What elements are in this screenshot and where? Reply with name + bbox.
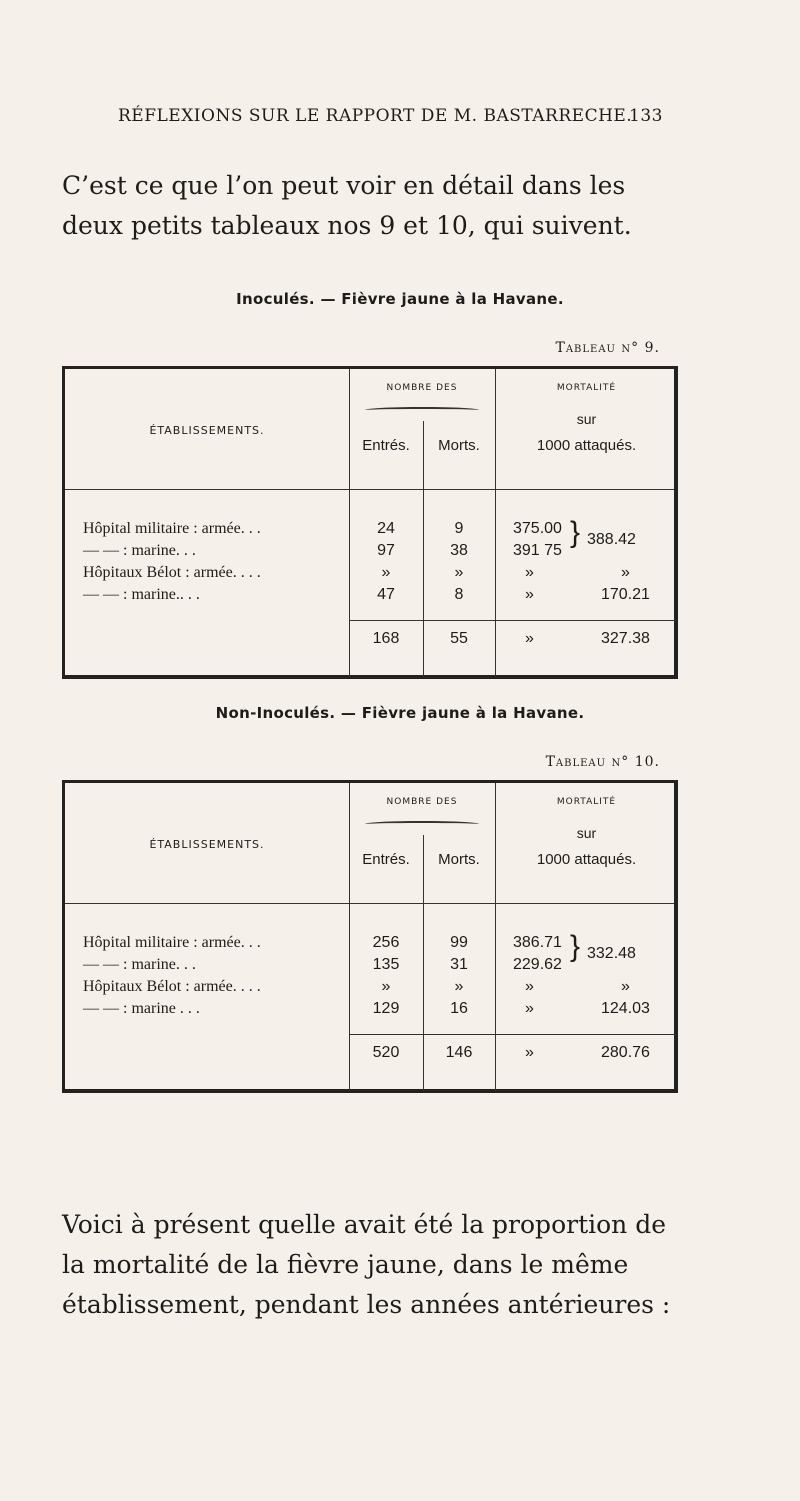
table-9-caption-b: Fièvre jaune à la Havane. bbox=[341, 290, 564, 308]
brace-glyph: } bbox=[570, 516, 581, 549]
running-head-title: RÉFLEXIONS SUR LE RAPPORT DE M. BASTARRECHE. bbox=[118, 106, 633, 126]
cell-mortalite-combined: 388.42 bbox=[587, 531, 636, 548]
total-mortalite: » bbox=[525, 630, 534, 647]
col-mortalite-sub: sur bbox=[576, 411, 597, 427]
col-mortalite-header: MORTALITÉ bbox=[556, 797, 617, 807]
intro-paragraph: C’est ce que l’on peut voir en détail dans les deux petits tableaux nos 9 et 10, qui suivent. bbox=[62, 171, 632, 240]
cell-entres: 135 bbox=[372, 956, 400, 973]
table-10-caption-b: Fièvre jaune à la Havane. bbox=[361, 704, 585, 722]
cell-entres: 129 bbox=[372, 1000, 400, 1017]
table-10-caption-a: Non-Inoculés. bbox=[215, 704, 336, 722]
cell-morts: 99 bbox=[450, 934, 468, 951]
col-morts-header: Morts. bbox=[438, 437, 480, 454]
col-mortalite-sub2: 1000 attaqués. bbox=[536, 437, 637, 454]
col-establishments-header: ÉTABLISSEMENTS. bbox=[149, 424, 265, 437]
table-row-label: Hôpital militaire : armée. . . bbox=[83, 934, 261, 951]
table-10-label: Tableau n° 10. bbox=[545, 754, 660, 770]
cell-morts: » bbox=[454, 564, 464, 581]
cell-mortalite: » bbox=[525, 586, 534, 603]
cell-entres: 256 bbox=[372, 934, 400, 951]
col-nombre-header: NOMBRE DES bbox=[386, 797, 458, 807]
table-row-label: — — : marine. . . bbox=[83, 956, 196, 973]
col-morts-header: Morts. bbox=[438, 851, 480, 868]
total-morts: 55 bbox=[450, 630, 468, 647]
cell-mortalite: 386.71 bbox=[513, 934, 562, 951]
outro-paragraph: Voici à présent quelle avait été la proportion de la mortalité de la fièvre jaune, dans le même établissement, pendant les années antérieures : bbox=[62, 1210, 671, 1319]
table-row-label: — — : marine. . . bbox=[83, 542, 196, 559]
table-10-caption: Non-Inoculés. — Fièvre jaune à la Havane. bbox=[215, 704, 585, 722]
cell-mortalite: » bbox=[525, 1000, 534, 1017]
col-establishments-header: ÉTABLISSEMENTS. bbox=[149, 838, 265, 851]
table-10 bbox=[62, 780, 678, 1093]
cell-morts: 8 bbox=[454, 586, 464, 603]
col-mortalite-sub: sur bbox=[576, 825, 597, 841]
table-9 bbox=[62, 366, 678, 679]
col-entres-header: Entrés. bbox=[362, 851, 410, 868]
table-row-label: Hôpital militaire : armée. . . bbox=[83, 520, 261, 537]
col-mortalite-sub2: 1000 attaqués. bbox=[536, 851, 637, 868]
table-row-label: — — : marine.. . . bbox=[83, 586, 200, 603]
cell-mortalite-combined: 332.48 bbox=[587, 945, 636, 962]
col-nombre-header: NOMBRE DES bbox=[386, 383, 458, 393]
page-number: 133 bbox=[629, 106, 663, 126]
cell-morts: 9 bbox=[454, 520, 464, 537]
cell-entres: 47 bbox=[377, 586, 395, 603]
cell-entres: » bbox=[381, 978, 391, 995]
cell-morts: 38 bbox=[450, 542, 468, 559]
cell-mortalite: 391 75 bbox=[513, 542, 562, 559]
total-entres: 520 bbox=[372, 1044, 400, 1061]
cell-morts: 16 bbox=[450, 1000, 468, 1017]
table-row-label: Hôpitaux Bélot : armée. . . . bbox=[83, 564, 261, 581]
table-10-header bbox=[65, 783, 674, 904]
cell-mortalite: » bbox=[621, 564, 630, 581]
col-entres-header: Entrés. bbox=[362, 437, 410, 454]
cell-mortalite: » bbox=[525, 978, 534, 995]
cell-mortalite: 124.03 bbox=[601, 1000, 650, 1017]
total-mortalite-value: 280.76 bbox=[601, 1044, 650, 1061]
cell-mortalite: 375.00 bbox=[513, 520, 562, 537]
total-mortalite: » bbox=[525, 1044, 534, 1061]
cell-mortalite: 170.21 bbox=[601, 586, 650, 603]
running-head bbox=[118, 106, 663, 126]
cell-morts: » bbox=[454, 978, 464, 995]
table-row-label: Hôpitaux Bélot : armée. . . . bbox=[83, 978, 261, 995]
col-mortalite-header: MORTALITÉ bbox=[556, 383, 617, 393]
table-9-label: Tableau n° 9. bbox=[555, 340, 660, 356]
cell-mortalite: » bbox=[621, 978, 630, 995]
table-row-label: — — : marine . . . bbox=[83, 1000, 200, 1017]
table-9-caption: Inoculés. — Fièvre jaune à la Havane. bbox=[236, 290, 564, 308]
table-9-header bbox=[65, 369, 674, 490]
cell-entres: 97 bbox=[377, 542, 395, 559]
total-entres: 168 bbox=[372, 630, 400, 647]
cell-mortalite: » bbox=[525, 564, 534, 581]
brace-glyph: } bbox=[570, 930, 581, 963]
cell-entres: » bbox=[381, 564, 391, 581]
cell-morts: 31 bbox=[450, 956, 468, 973]
cell-entres: 24 bbox=[377, 520, 395, 537]
table-9-caption-a: Inoculés. bbox=[236, 290, 315, 308]
total-mortalite-value: 327.38 bbox=[601, 630, 650, 647]
total-morts: 146 bbox=[445, 1044, 473, 1061]
cell-mortalite: 229.62 bbox=[513, 956, 562, 973]
